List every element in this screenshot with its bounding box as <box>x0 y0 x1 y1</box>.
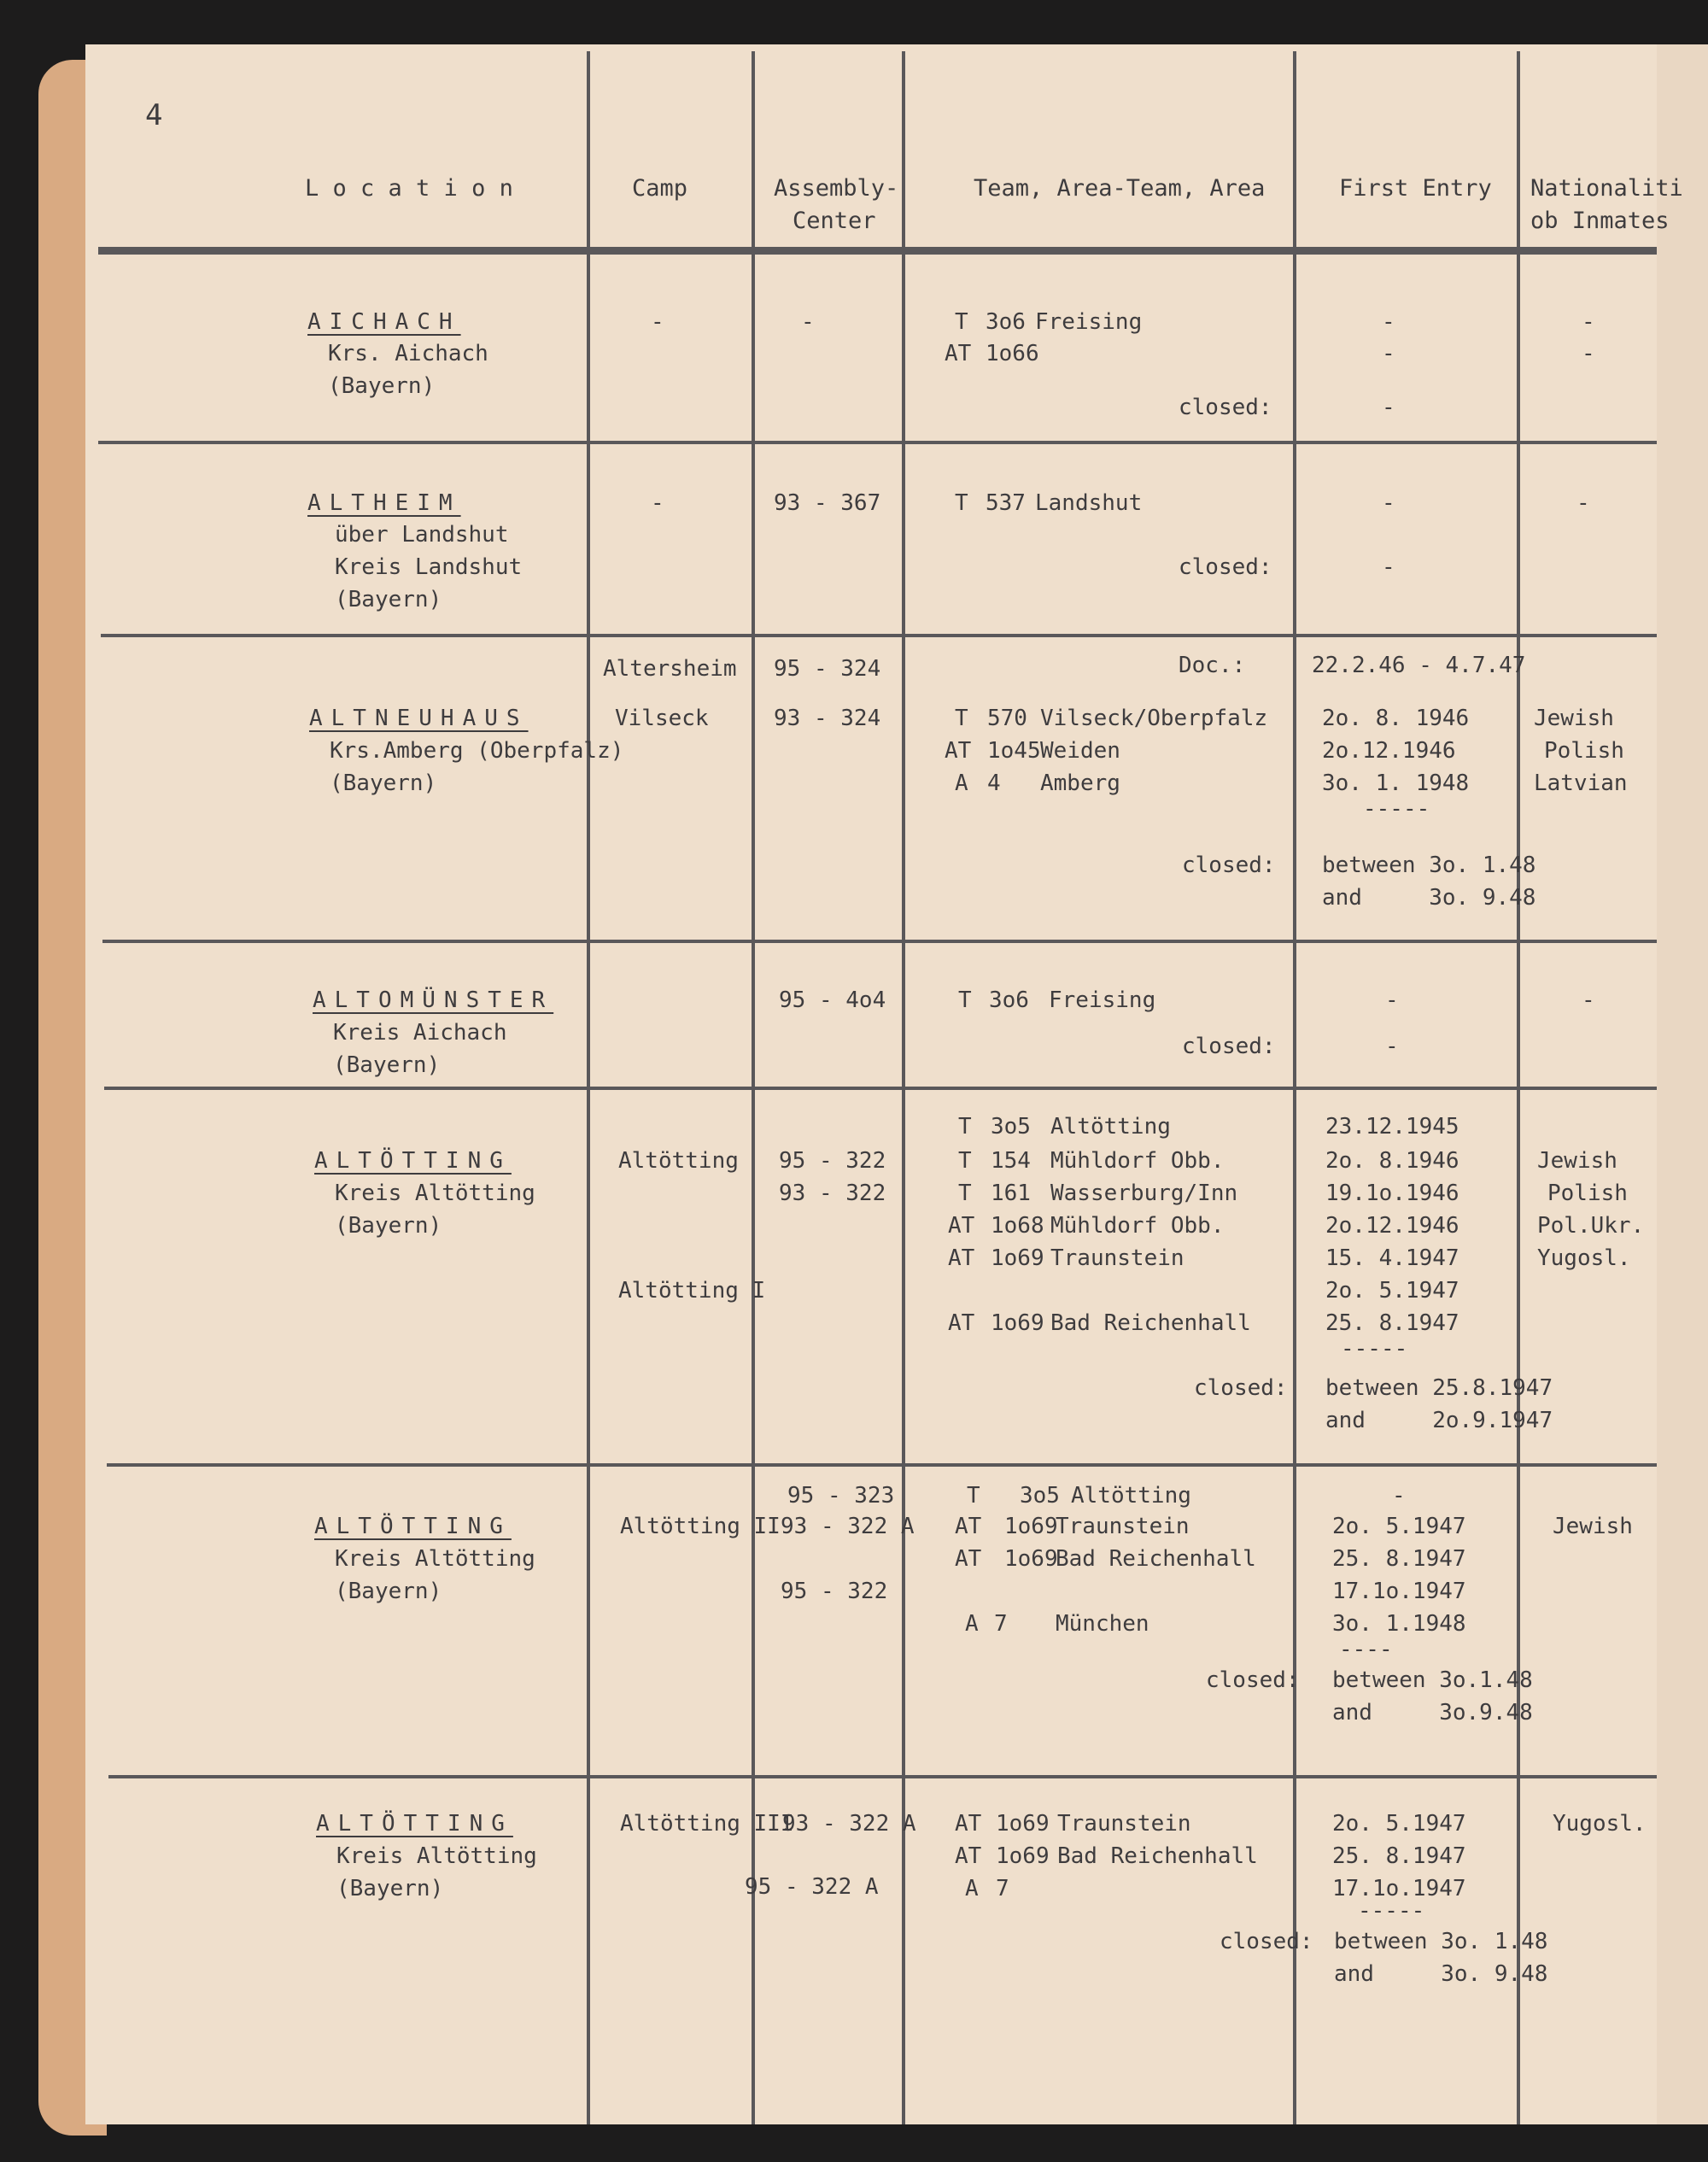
team-number: 1o66 <box>986 341 1039 366</box>
first-entry-value: 19.1o.1946 <box>1325 1181 1459 1206</box>
team-code: T <box>958 1148 972 1174</box>
closed-label: closed: <box>1182 1034 1276 1059</box>
row-divider <box>101 634 1657 637</box>
location-region: (Bayern) <box>335 1579 442 1604</box>
team-place: Traunstein <box>1056 1514 1190 1539</box>
location-region: (Bayern) <box>333 1052 441 1078</box>
nationality-value: Yugosl. <box>1537 1245 1631 1271</box>
team-code: T <box>955 309 968 335</box>
closed-label: closed: <box>1206 1667 1300 1693</box>
team-code: T <box>955 706 968 731</box>
location-name: ALTÖTTING <box>316 1811 513 1837</box>
nationality-value: Polish <box>1544 738 1624 764</box>
team-code: AT <box>945 738 972 764</box>
team-number: 1o69 <box>991 1310 1044 1336</box>
team-number: 3o5 <box>991 1114 1031 1140</box>
assembly-center-value: 95 - 322 <box>781 1579 888 1604</box>
first-entry-value: 2o. 5.1947 <box>1332 1514 1466 1539</box>
location-name: ALTOMÜNSTER <box>313 987 554 1013</box>
next-page-edge <box>1648 44 1708 2124</box>
first-entry-value: 25. 8.1947 <box>1332 1546 1466 1572</box>
location-district: Krs.Amberg (Oberpfalz) <box>330 738 624 764</box>
nationality-value: Pol.Ukr. <box>1537 1213 1645 1239</box>
header-camp: Camp <box>632 175 688 202</box>
nationality-value: Polish <box>1547 1181 1628 1206</box>
location-address: über Landshut <box>335 522 509 548</box>
assembly-center-value: 93 - 324 <box>774 706 881 731</box>
page-number: 4 <box>145 98 163 132</box>
camp-value: Altötting <box>618 1148 739 1174</box>
first-entry-value: - <box>1382 490 1395 516</box>
closed-label: closed: <box>1220 1929 1313 1954</box>
first-entry-value: 2o.12.1946 <box>1322 738 1456 764</box>
assembly-center-value: 95 - 324 <box>774 656 881 682</box>
assembly-center-value: 95 - 322 A <box>745 1874 879 1900</box>
row-divider <box>108 1775 1657 1778</box>
team-number: 1o69 <box>991 1245 1044 1271</box>
team-number: 154 <box>991 1148 1031 1174</box>
team-place: Bad Reichenhall <box>1056 1546 1256 1572</box>
nationality-value: Jewish <box>1534 706 1614 731</box>
team-place: Bad Reichenhall <box>1050 1310 1251 1336</box>
team-code: AT <box>948 1310 975 1336</box>
team-place: München <box>1056 1611 1149 1637</box>
first-entry-value: 3o. 1.1948 <box>1332 1611 1466 1637</box>
team-code: T <box>958 987 972 1013</box>
camp-value: Altötting II <box>620 1514 781 1539</box>
nationality-value: Jewish <box>1537 1148 1617 1174</box>
header-location: L o c a t i o n <box>305 175 513 202</box>
header-nationalities: Nationaliti <box>1530 175 1683 202</box>
location-district: Kreis Altötting <box>335 1181 535 1206</box>
first-entry-value: - <box>1392 1483 1406 1509</box>
location-region: (Bayern) <box>335 1213 442 1239</box>
location-name: ALTNEUHAUS <box>309 706 529 731</box>
team-number: 1o69 <box>1004 1546 1058 1572</box>
nationality-value: - <box>1576 490 1590 516</box>
location-district: Kreis Altötting <box>335 1546 535 1572</box>
camp-value: Altötting III <box>620 1811 794 1837</box>
camp-value: - <box>651 309 664 335</box>
team-number: 1o45 <box>987 738 1041 764</box>
location-region: (Bayern) <box>336 1876 444 1901</box>
team-place: Altötting <box>1071 1483 1191 1509</box>
location-name: ALTÖTTING <box>314 1514 512 1539</box>
closed-label: closed: <box>1179 395 1272 420</box>
team-number: 7 <box>996 1876 1009 1901</box>
camp-value: Altersheim <box>603 656 737 682</box>
first-entry-value: 23.12.1945 <box>1325 1114 1459 1140</box>
team-code: A <box>955 770 968 796</box>
first-entry-value: - <box>1385 1034 1399 1059</box>
closed-between: between 3o.1.48 <box>1332 1667 1533 1693</box>
team-place: Traunstein <box>1057 1811 1191 1837</box>
nationality-value: Yugosl. <box>1553 1811 1647 1837</box>
closed-label: closed: <box>1182 852 1276 878</box>
location-name: ALTÖTTING <box>314 1148 512 1174</box>
team-place: Traunstein <box>1050 1245 1184 1271</box>
assembly-center-value: 93 - 322 <box>779 1181 886 1206</box>
team-place: Landshut <box>1035 490 1143 516</box>
assembly-center-value: 95 - 4o4 <box>779 987 886 1013</box>
team-code: AT <box>945 341 972 366</box>
closed-and: and 2o.9.1947 <box>1325 1408 1553 1433</box>
assembly-center-value: - <box>801 309 815 335</box>
assembly-center-value: 93 - 322 A <box>782 1811 916 1837</box>
location-district: Kreis Landshut <box>335 554 523 580</box>
team-number: 537 <box>986 490 1026 516</box>
team-code: T <box>958 1181 972 1206</box>
team-place: Mühldorf Obb. <box>1050 1213 1225 1239</box>
team-place: Vilseck/Oberpfalz <box>1040 706 1268 731</box>
nationality-value: Jewish <box>1553 1514 1633 1539</box>
team-number: 4 <box>987 770 1001 796</box>
separator-dashes: ----- <box>1341 1336 1408 1362</box>
first-entry-value: - <box>1382 309 1395 335</box>
row-divider <box>104 1087 1657 1090</box>
separator-dashes: ----- <box>1358 1898 1425 1924</box>
assembly-center-value: 93 - 367 <box>774 490 881 516</box>
separator-dashes: ----- <box>1363 796 1430 822</box>
first-entry-value: 2o. 8. 1946 <box>1322 706 1470 731</box>
row-divider <box>98 441 1657 444</box>
team-code: AT <box>955 1843 982 1869</box>
assembly-center-value: 95 - 322 <box>779 1148 886 1174</box>
camp-value: - <box>651 490 664 516</box>
team-number: 570 <box>987 706 1027 731</box>
assembly-center-value: 95 - 323 <box>787 1483 895 1509</box>
first-entry-value: - <box>1385 987 1399 1013</box>
header-first-entry: First Entry <box>1339 175 1492 202</box>
first-entry-value: 2o.12.1946 <box>1325 1213 1459 1239</box>
row-divider <box>107 1463 1657 1467</box>
location-district: Krs. Aichach <box>328 341 488 366</box>
first-entry-value: 15. 4.1947 <box>1325 1245 1459 1271</box>
document-page <box>85 44 1683 2124</box>
team-number: 3o6 <box>986 309 1026 335</box>
team-code: AT <box>948 1213 975 1239</box>
closed-and: and 3o. 9.48 <box>1334 1961 1548 1987</box>
team-code: AT <box>955 1546 982 1572</box>
first-entry-value: 17.1o.1947 <box>1332 1579 1466 1604</box>
assembly-center-value: 93 - 322 A <box>781 1514 915 1539</box>
location-name: AICHACH <box>307 309 461 335</box>
location-region: (Bayern) <box>330 770 437 796</box>
team-code: T <box>958 1114 972 1140</box>
header-assembly-center: Center <box>793 208 876 234</box>
location-name: ALTHEIM <box>307 490 461 516</box>
header-rule <box>98 247 1657 255</box>
team-code: AT <box>955 1811 982 1837</box>
team-place: Altötting <box>1050 1114 1171 1140</box>
team-number: 1o69 <box>996 1843 1050 1869</box>
closed-between: between 3o. 1.48 <box>1322 852 1536 878</box>
closed-label: closed: <box>1194 1375 1288 1401</box>
first-entry-value: - <box>1382 341 1395 366</box>
closed-label: closed: <box>1179 554 1272 580</box>
closed-between: between 25.8.1947 <box>1325 1375 1553 1401</box>
first-entry-value: 2o. 5.1947 <box>1325 1278 1459 1304</box>
nationality-value: Latvian <box>1534 770 1628 796</box>
team-place: Wasserburg/Inn <box>1050 1181 1238 1206</box>
team-number: 7 <box>994 1611 1008 1637</box>
nationality-value: - <box>1582 309 1595 335</box>
separator-dashes: ---- <box>1339 1637 1393 1662</box>
team-place: Mühldorf Obb. <box>1050 1148 1225 1174</box>
team-number: 3o6 <box>989 987 1029 1013</box>
closed-and: and 3o. 9.48 <box>1322 885 1536 911</box>
location-region: (Bayern) <box>328 373 436 399</box>
team-number: 1o69 <box>996 1811 1050 1837</box>
row-divider <box>102 940 1657 943</box>
location-region: (Bayern) <box>335 587 442 612</box>
first-entry-value: 2o. 5.1947 <box>1332 1811 1466 1837</box>
doc-dates: 22.2.46 - 4.7.47 <box>1312 653 1526 678</box>
header-nationalities: ob Inmates <box>1530 208 1670 234</box>
first-entry-value: 25. 8.1947 <box>1332 1843 1466 1869</box>
team-number: 1o69 <box>1004 1514 1058 1539</box>
camp-value: Altötting I <box>618 1278 766 1304</box>
location-district: Kreis Altötting <box>336 1843 537 1869</box>
team-code: T <box>955 490 968 516</box>
nationality-value: - <box>1582 341 1595 366</box>
team-code: AT <box>955 1514 982 1539</box>
team-code: AT <box>948 1245 975 1271</box>
team-place: Bad Reichenhall <box>1057 1843 1258 1869</box>
first-entry-value: - <box>1382 554 1395 580</box>
team-place: Freising <box>1035 309 1143 335</box>
team-code: A <box>965 1611 979 1637</box>
closed-between: between 3o. 1.48 <box>1334 1929 1548 1954</box>
header-team: Team, Area-Team, Area <box>974 175 1266 202</box>
first-entry-value: 3o. 1. 1948 <box>1322 770 1470 796</box>
location-district: Kreis Aichach <box>333 1020 507 1046</box>
team-code: A <box>965 1876 979 1901</box>
doc-label: Doc.: <box>1179 653 1246 678</box>
camp-value: Vilseck <box>615 706 709 731</box>
closed-and: and 3o.9.48 <box>1332 1700 1533 1725</box>
first-entry-value: - <box>1382 395 1395 420</box>
team-place: Weiden <box>1040 738 1120 764</box>
team-number: 1o68 <box>991 1213 1044 1239</box>
team-code: T <box>967 1483 980 1509</box>
first-entry-value: 25. 8.1947 <box>1325 1310 1459 1336</box>
team-number: 161 <box>991 1181 1031 1206</box>
team-place: Amberg <box>1040 770 1120 796</box>
nationality-value: - <box>1582 987 1595 1013</box>
header-assembly-center: Assembly- <box>774 175 899 202</box>
first-entry-value: 2o. 8.1946 <box>1325 1148 1459 1174</box>
team-place: Freising <box>1049 987 1156 1013</box>
first-entry-value: 17.1o.1947 <box>1332 1876 1466 1901</box>
team-number: 3o5 <box>1020 1483 1060 1509</box>
